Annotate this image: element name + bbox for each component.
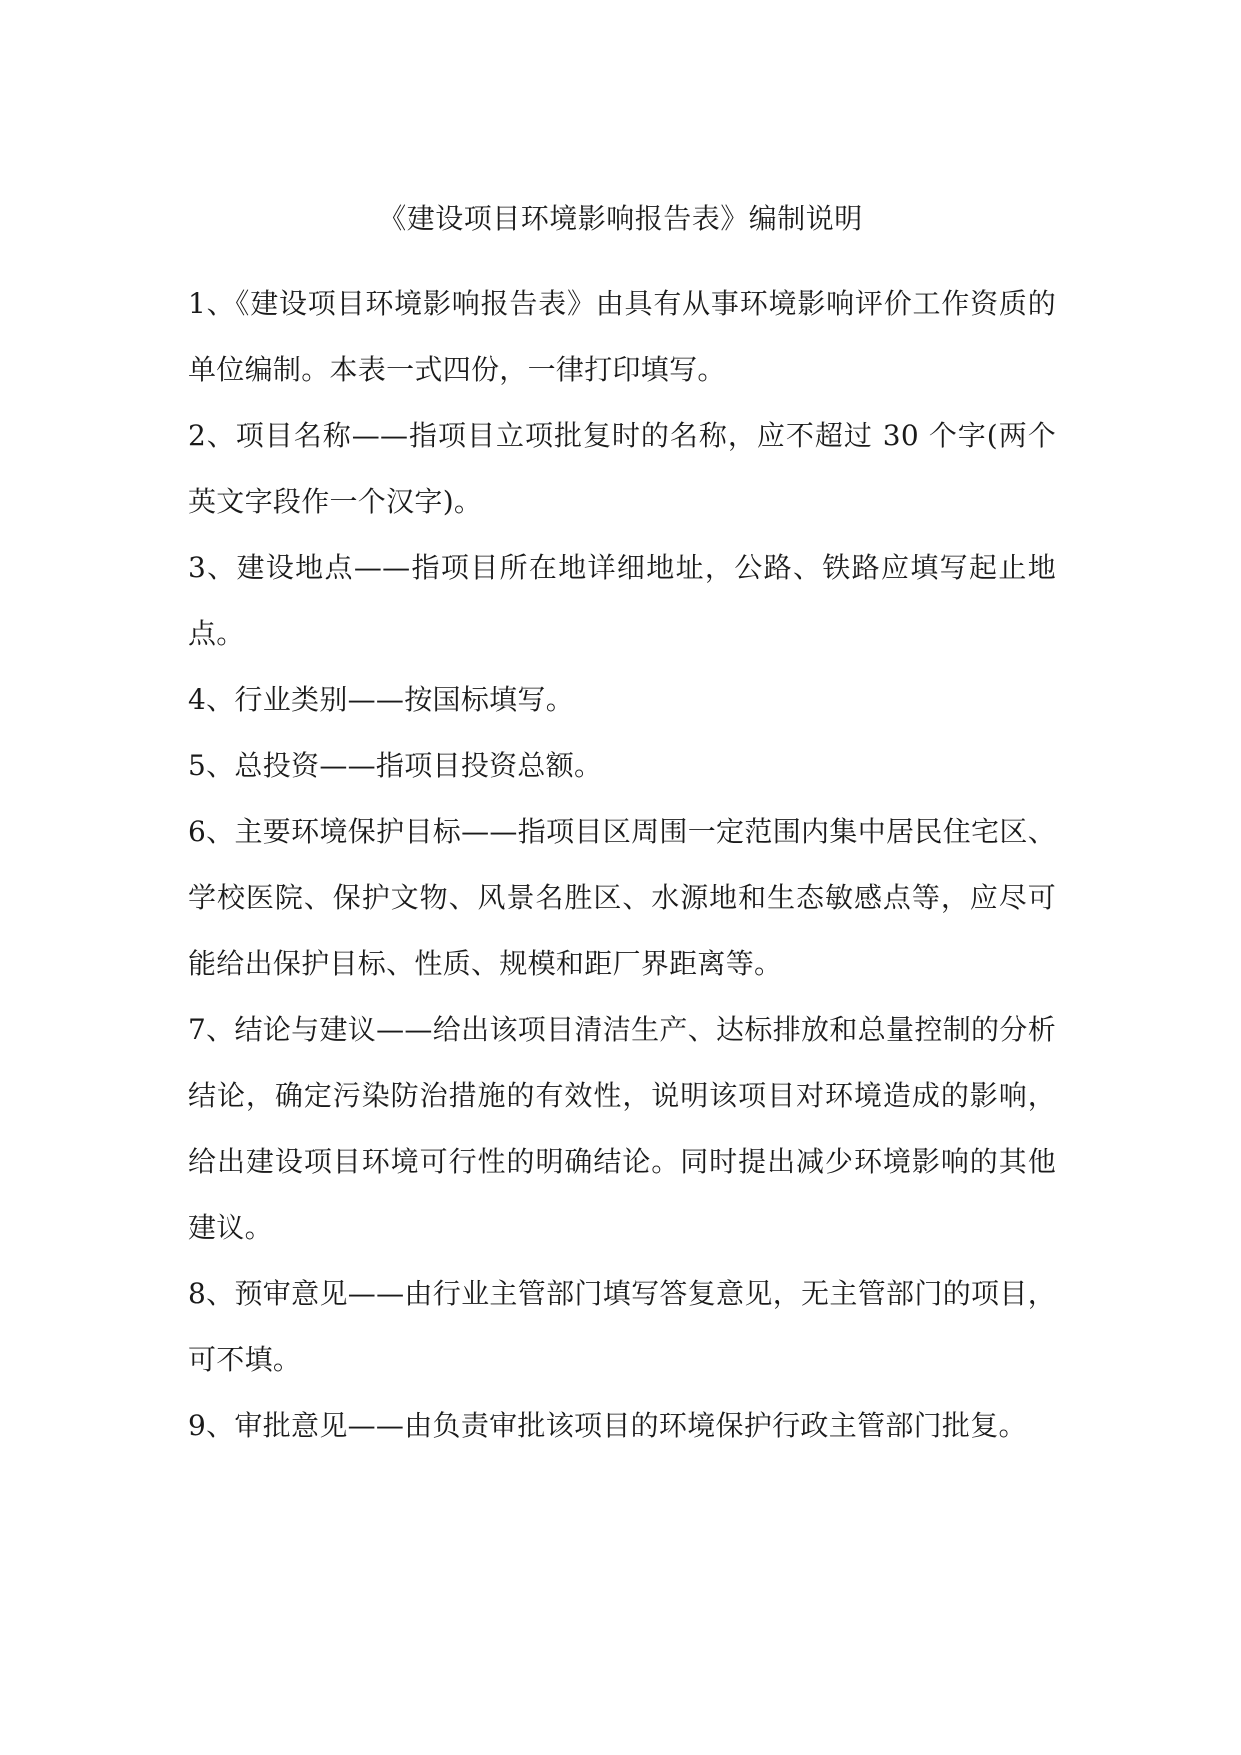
instruction-item-3: 3、建设地点——指项目所在地详细地址，公路、铁路应填写起止地点。 [188, 551, 1056, 650]
instruction-item-5: 5、总投资——指项目投资总额。 [188, 749, 603, 782]
document-title: 《建设项目环境影响报告表》编制说明 [378, 202, 863, 235]
instruction-item-7: 7、结论与建议——给出该项目清洁生产、达标排放和总量控制的分析结论，确定污染防治措施的有效性，说明该项目对环境造成的影响，给出建设项目环境可行性的明确结论。同时提出减少环境影响的其他建议。 [188, 1013, 1056, 1244]
instruction-item-4: 4、行业类别——按国标填写。 [188, 683, 575, 716]
instructions-list [188, 271, 1056, 1459]
instruction-item-9: 9、审批意见——由负责审批该项目的环境保护行政主管部门批复。 [188, 1409, 1027, 1442]
instruction-item-1: 1、《建设项目环境影响报告表》由具有从事环境影响评价工作资质的单位编制。本表一式四份，一律打印填写。 [188, 287, 1056, 386]
instruction-item-8: 8、预审意见——由行业主管部门填写答复意见，无主管部门的项目，可不填。 [188, 1277, 1056, 1376]
instruction-item-2: 2、项目名称——指项目立项批复时的名称，应不超过 30 个字(两个英文字段作一个汉字)。 [188, 419, 1056, 518]
instruction-item-6: 6、主要环境保护目标——指项目区周围一定范围内集中居民住宅区、学校医院、保护文物、风景名胜区、水源地和生态敏感点等，应尽可能给出保护目标、性质、规模和距厂界距离等。 [188, 815, 1056, 980]
